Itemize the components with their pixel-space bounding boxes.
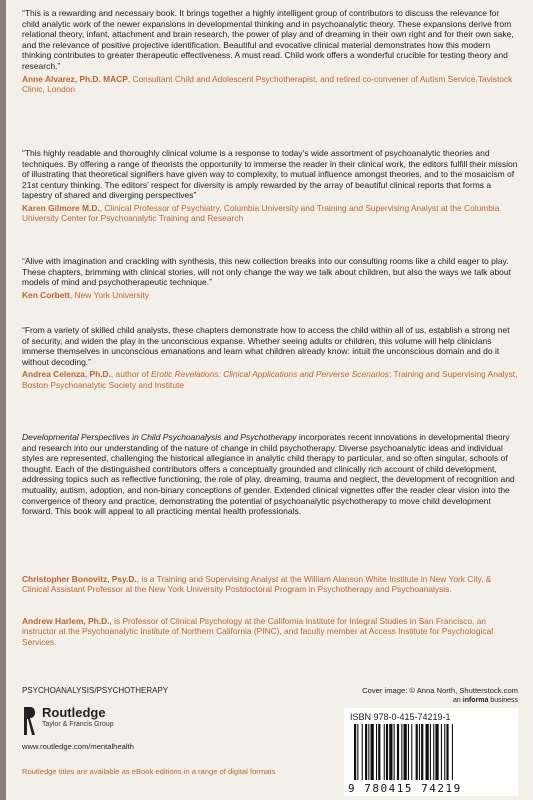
endorser-name: Karen Gilmore M.D. bbox=[22, 202, 100, 213]
informa-line: an informa business bbox=[453, 697, 518, 704]
barcode-bar bbox=[430, 724, 431, 780]
editor-name: Christopher Bonovitz, Psy.D. bbox=[22, 574, 137, 584]
publisher-logo bbox=[22, 703, 212, 741]
editor-bio-2 bbox=[22, 616, 518, 647]
isbn-text: ISBN 978-0-415-74219-1 bbox=[350, 712, 451, 722]
publisher-name: Routledge bbox=[42, 705, 106, 720]
editor-name: Andrew Harlem, Ph.D. bbox=[22, 616, 110, 626]
endorser-title: ; Training and Supervising Analyst, Boston Psychoanalytic Society and Institute bbox=[22, 369, 518, 390]
barcode-bar bbox=[376, 724, 377, 780]
endorsement-attribution bbox=[22, 203, 518, 224]
barcode-bar bbox=[411, 724, 412, 780]
endorsement-quote: “Alive with imagination and crackling with synthesis, this new collection breaks into our consulting rooms like a child eager to play. These chapters, brimming with clinical stories, will not only change the way we talk about children, but also the ways we talk about models of mind and psychotherapeutic technique.” bbox=[22, 256, 511, 288]
endorser-title: , Consultant Child and Adolescent Psychotherapist, and retired co-convener of Autism Service,Tavistock Clinic, London bbox=[22, 73, 513, 94]
barcode-bar bbox=[394, 724, 395, 780]
barcode-icon bbox=[352, 724, 512, 782]
barcode-bar bbox=[452, 724, 453, 780]
barcode-bar bbox=[386, 724, 388, 780]
barcode-bar bbox=[441, 724, 442, 780]
ebook-note: Routledge titles are available as eBook editions in a range of digital formats bbox=[22, 767, 276, 776]
publisher-sub: Taylor & Francis Group bbox=[42, 721, 114, 728]
left-edge-stripe bbox=[0, 0, 6, 800]
barcode-bar bbox=[357, 724, 358, 780]
endorser-name: Ken Corbett bbox=[22, 289, 70, 300]
barcode-bar bbox=[378, 724, 380, 780]
barcode-bar bbox=[419, 724, 420, 780]
cover-credit: Cover image: © Anna North, Shutterstock.com bbox=[362, 686, 518, 695]
editor-text: , is Professor of Clinical Psychology at the California Institute for Integral Studies in San Francisco, an instructor at the Psychoanalytic Institute of Northern California (PINC), and faculty member at Access Institute for Psychological Services. bbox=[22, 616, 494, 647]
barcode-bar bbox=[435, 724, 438, 780]
barcode-bar bbox=[384, 724, 385, 780]
barcode-bar bbox=[397, 724, 399, 780]
endorsement-quote: “This is a rewarding and necessary book. It brings together a highly intelligent group of contributors to discuss the relevance for child analytic work of the newer expansions in developmental thinking and in psychoanalytic theory. These expansions derive from relational theory, infant, attachment and brain research, the power of play and of dreaming in their own right and for their own sake, and the relevance of positive projective identification. Beautiful and evocative clinical material demonstrates how this modern thinking contributes to greater therapeutic effectiveness. A must read. Child work offers a wonderful crucible for testing theory and research.” bbox=[22, 8, 514, 71]
category-label: PSYCHOANALYSIS/PSYCHOTHERAPY bbox=[22, 686, 169, 695]
barcode-bar bbox=[421, 724, 423, 780]
barcode-bar bbox=[404, 724, 407, 780]
barcode-bar bbox=[446, 724, 448, 780]
barcode-bar bbox=[401, 724, 402, 780]
endorsement-quote: “From a variety of skilled child analysts, these chapters demonstrate how to access the child within all of us, establish a strong net of security, and widen the play in the unconscious expanse. Whether seeing adults or children, this volume will help clinicians immerse themselves in unconscious emanations and learn what children already know: intuit the unconscious domain and do it without decoding.” bbox=[22, 325, 510, 367]
book-title-italic: Erotic Revelations: Clinical Applications and Perverse Scenarios bbox=[150, 369, 389, 380]
description-text: incorporates recent innovations in developmental theory and research into our understanding of the nature of change in child psychotherapy. Diverse psychoanalytic ideas and individual styles are represented, challenging the historical allegiance in analytic child therapy to particular, and so often singular, schools of thought. Each of the distinguished contributors offers a conceptually grounded and clinically rich account of child development, addressing topics such as reflective functioning, the role of play, dreaming, trauma and neglect, the development of recognition and mutuality, autism, adoption, and non-binary conceptions of gender. Extended clinical vignettes offer the reader clear vision into the convergence of theory and practice, demonstrating the potential of psychoanalytic psychotherapy to move child development forward. This book will appeal to all practicing mental health professionals. bbox=[22, 432, 515, 517]
endorser-name: Anne Alvarez, Ph.D. MACP bbox=[22, 73, 128, 84]
barcode-bar bbox=[371, 724, 374, 780]
barcode-bar bbox=[365, 724, 367, 780]
endorsement-3 bbox=[22, 256, 518, 300]
editor-bio-1 bbox=[22, 574, 518, 595]
barcode-bar bbox=[426, 724, 429, 780]
endorsement-attribution: Andrea Celenza, Ph.D., author of Erotic Revelations: Clinical Applications and Perverse Scenarios; Training and Supervising Analyst, Boston Psychoanalytic Society and Institute bbox=[22, 369, 518, 390]
description-book-title: Developmental Perspectives in Child Psychoanalysis and Psychotherapy bbox=[22, 432, 297, 442]
barcode-bar bbox=[389, 724, 392, 780]
endorser-title: , New York University bbox=[69, 289, 150, 300]
barcode-bar bbox=[368, 724, 369, 780]
endorser-title: , Clinical Professor of Psychiatry, Columbia University and Training and Supervising Analyst at the Columbia University Center for Psychoanalytic Training and Research bbox=[22, 202, 500, 224]
endorser-name: Andrea Celenza, Ph.D. bbox=[22, 369, 111, 380]
barcode-bar bbox=[433, 724, 434, 780]
editor-text: , is a Training and Supervising Analyst at the William Alanson White Institute in New York City, & Clinical Assistant Professor at the New York University Postdoctoral Program in Psychotherapy and Psychoanalysis. bbox=[22, 574, 492, 595]
barcode-bar bbox=[416, 724, 418, 780]
endorsement-attribution bbox=[22, 74, 518, 95]
barcode-digits: 9 780415 74219 bbox=[348, 782, 462, 795]
barcode-bar bbox=[354, 724, 356, 780]
endorsement-attribution bbox=[22, 290, 518, 300]
publisher-url[interactable]: www.routledge.com/mentalhealth bbox=[22, 742, 134, 751]
routledge-r-icon bbox=[22, 705, 36, 737]
endorsement-2 bbox=[22, 148, 518, 224]
endorsement-1 bbox=[22, 8, 518, 94]
barcode-bar bbox=[362, 724, 363, 780]
barcode-bar bbox=[444, 724, 445, 780]
endorsement-quote: “This highly readable and thoroughly clinical volume is a response to today’s wide assortment of psychoanalytic theories and techniques. By offering a range of theorists the opportunity to immerse the reader in their clinical work, the editors fulfill their mission of illustrating that theoretical signifiers have given way to complexity, to mutual influence amongst theories, and to the mosaicism of 21st century thinking. The editors’ respect for diversity is amply rewarded by the array of beautiful clinical reports that forms a tapestry of shared and diverging perspectives” bbox=[22, 148, 518, 201]
endorsement-4 bbox=[22, 325, 518, 390]
barcode-bar bbox=[408, 724, 409, 780]
barcode-box bbox=[344, 708, 518, 796]
book-description bbox=[22, 432, 518, 517]
